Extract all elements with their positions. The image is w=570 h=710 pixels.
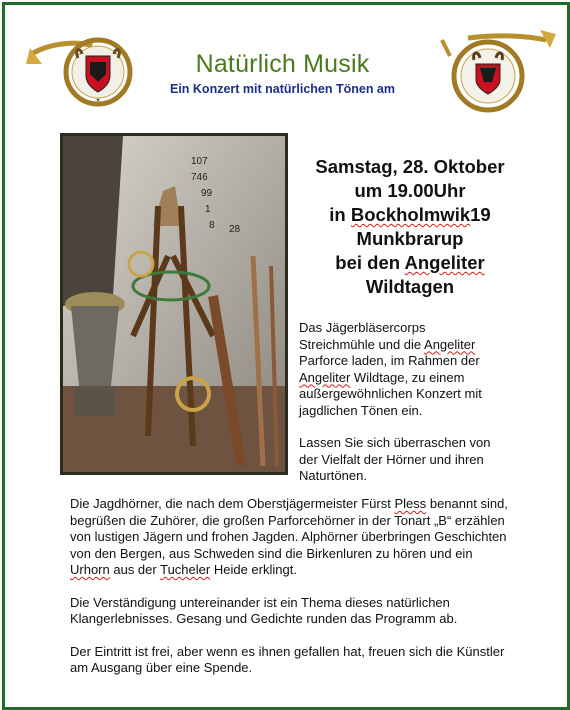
wall-number: 8 [209, 220, 215, 231]
wall-number: 99 [201, 188, 213, 199]
hunting-horn-crest-icon [22, 34, 142, 114]
event-date: Samstag, 28. Oktober [315, 156, 505, 177]
intro-paragraph: Lassen Sie sich überraschen von der Vielfalt der Hörner und ihren Naturtönen. [299, 435, 491, 483]
event-time: um 19.00Uhr [354, 180, 466, 201]
event-host-name: Wildtagen [365, 276, 455, 297]
page-title: Natürlich Musik [195, 50, 370, 78]
wall-number: 107 [191, 156, 208, 167]
wall-number: 1 [205, 204, 211, 215]
event-town: Munkbrarup [356, 228, 464, 249]
intro-text [299, 320, 504, 501]
svg-text:✶: ✶ [95, 98, 101, 104]
body-text [70, 496, 515, 693]
event-details [295, 155, 525, 299]
body-paragraph: Die Jagdhörner, die nach dem Oberstjägermeister Fürst Pless benannt sind, begrüßen die Zuhörer, die großen Parforcehörner in der Tonart „B“ erzählen von lustigen Jägern und frohen Jagden. Alphörner überbringen Geschichten von den Bergen, aus Schweden sind die Birkenluren zu hören und ein Urhorn aus der Tucheler Heide erklingt. [70, 496, 508, 577]
wall-number: 28 [229, 224, 241, 235]
body-paragraph: Der Eintritt ist frei, aber wenn es ihnen gefallen hat, freuen sich die Künstler am Ausgang über eine Spende. [70, 643, 505, 675]
page-subtitle: Ein Konzert mit natürlichen Tönen am [169, 82, 396, 96]
event-location: in Bockholmwik19 [329, 204, 491, 225]
event-host: bei den Angeliter [335, 252, 485, 273]
wall-number: 746 [191, 172, 208, 183]
intro-paragraph: Das Jägerbläsercorps Streichmühle und die Angeliter Parforce laden, im Rahmen der Angeliter Wildtage, zu einem außergewöhnlichen Konzert mit jagdlichen Tönen ein. [299, 320, 482, 418]
horns-photo [60, 133, 288, 475]
hunting-horn-crest-icon [428, 26, 558, 118]
body-paragraph: Die Verständigung untereinander ist ein Thema dieses natürlichen Klangerlebnisses. Gesang und Gedichte runden das Programm ab. [70, 594, 458, 626]
